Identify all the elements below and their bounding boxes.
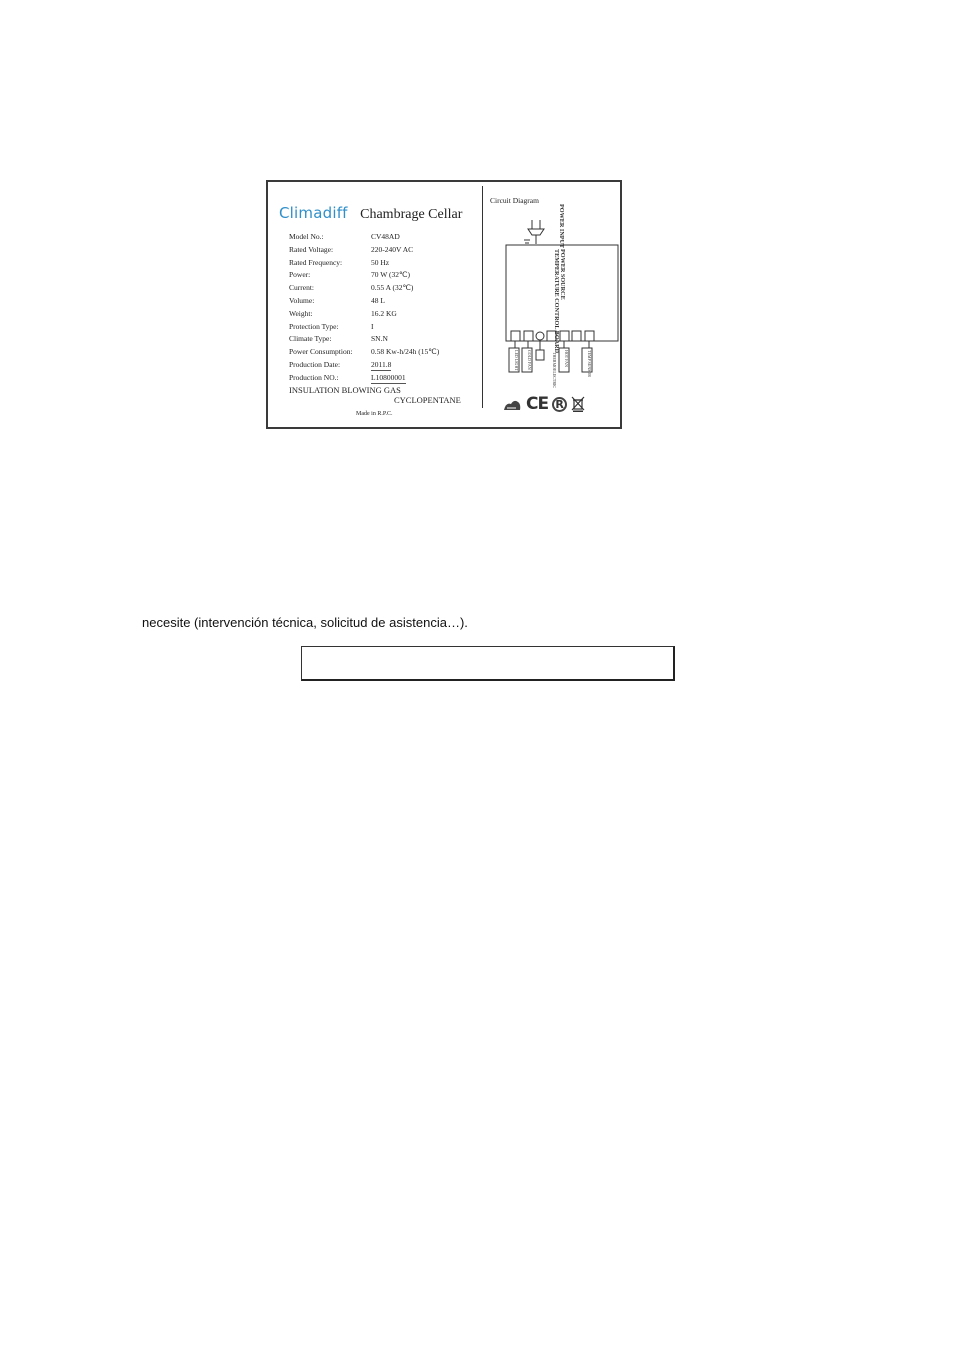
circuit-diagram <box>484 182 620 427</box>
compliance-icon <box>502 396 522 412</box>
terminal-connector <box>536 332 544 340</box>
terminal-block <box>572 331 581 341</box>
terminal-block <box>560 331 569 341</box>
terminal-block <box>524 331 533 341</box>
blank-info-box <box>301 646 675 681</box>
made-in-text: Made in R.P.C. <box>356 411 393 417</box>
weee-bin-icon <box>571 396 585 412</box>
spec-label: Climate Type: <box>289 334 332 344</box>
terminal-label: THERMOELECTRIC <box>552 352 557 388</box>
terminal-label: HOT FAN <box>564 350 569 367</box>
spec-label: Rated Voltage: <box>289 244 334 254</box>
spec-label: Volume: <box>289 295 315 305</box>
insulation-gas: CYCLOPENTANE <box>394 395 461 405</box>
spec-value: 48 L <box>371 295 385 305</box>
spec-label: Rated Frequency: <box>289 257 343 267</box>
spec-value: 2011.8 <box>371 359 392 369</box>
spec-label: Weight: <box>289 308 313 318</box>
certification-marks <box>502 394 585 414</box>
brand-logo: Climadiff <box>279 204 348 222</box>
terminal-label: LED LIGHT <box>514 350 519 371</box>
power-plug-icon <box>524 220 544 244</box>
rating-label-specs-panel <box>268 182 482 427</box>
product-name: Chambrage Cellar <box>360 207 463 222</box>
spec-value: 0.55 A (32℃) <box>371 283 414 293</box>
spec-label: Production Date: <box>289 359 341 369</box>
spec-value: 70 W (32℃) <box>371 270 410 280</box>
circuit-vertical-label: POWER INPUT <box>558 204 565 249</box>
ce-mark-icon: CE <box>526 394 549 414</box>
terminal-label: COLD FAN <box>527 350 532 370</box>
body-paragraph: necesite (intervención técnica, solicitud de asistencia…). <box>142 615 468 630</box>
spec-label: Power Consumption: <box>289 347 353 357</box>
insulation-text: INSULATION BLOWING GAS <box>289 385 401 395</box>
circuit-diagram-panel <box>484 182 620 427</box>
spec-label: Current: <box>289 283 314 293</box>
spec-value: 16.2 KG <box>371 308 397 318</box>
brand-header <box>279 204 462 223</box>
spec-label: Production NO.: <box>289 372 339 382</box>
spec-label: Protection Type: <box>289 321 339 331</box>
circuit-title: Circuit Diagram <box>490 196 539 205</box>
r-mark-icon: R <box>552 397 567 412</box>
rating-label-plate <box>266 180 622 429</box>
component-box <box>536 350 544 360</box>
spec-value: 220-240V AC <box>371 244 414 254</box>
spec-value: L10800001 <box>371 372 406 382</box>
spec-label: Model No.: <box>289 232 324 241</box>
spec-value: 50 Hz <box>371 257 390 267</box>
terminal-block <box>585 331 594 341</box>
spec-label: Power: <box>289 270 311 280</box>
circuit-vertical-label: POWER SOURCE <box>559 249 566 300</box>
circuit-vertical-label: TEMPERATURE CONTROL BOARD <box>553 249 560 354</box>
spec-value: I <box>371 321 374 331</box>
terminal-label: TEMP SENSOR <box>587 350 592 377</box>
spec-value: SN.N <box>371 334 388 344</box>
terminal-block <box>511 331 520 341</box>
spec-value: CV48AD <box>371 232 400 241</box>
panel-divider <box>482 186 483 408</box>
spec-value: 0.58 Kw-h/24h (15℃) <box>371 347 440 357</box>
